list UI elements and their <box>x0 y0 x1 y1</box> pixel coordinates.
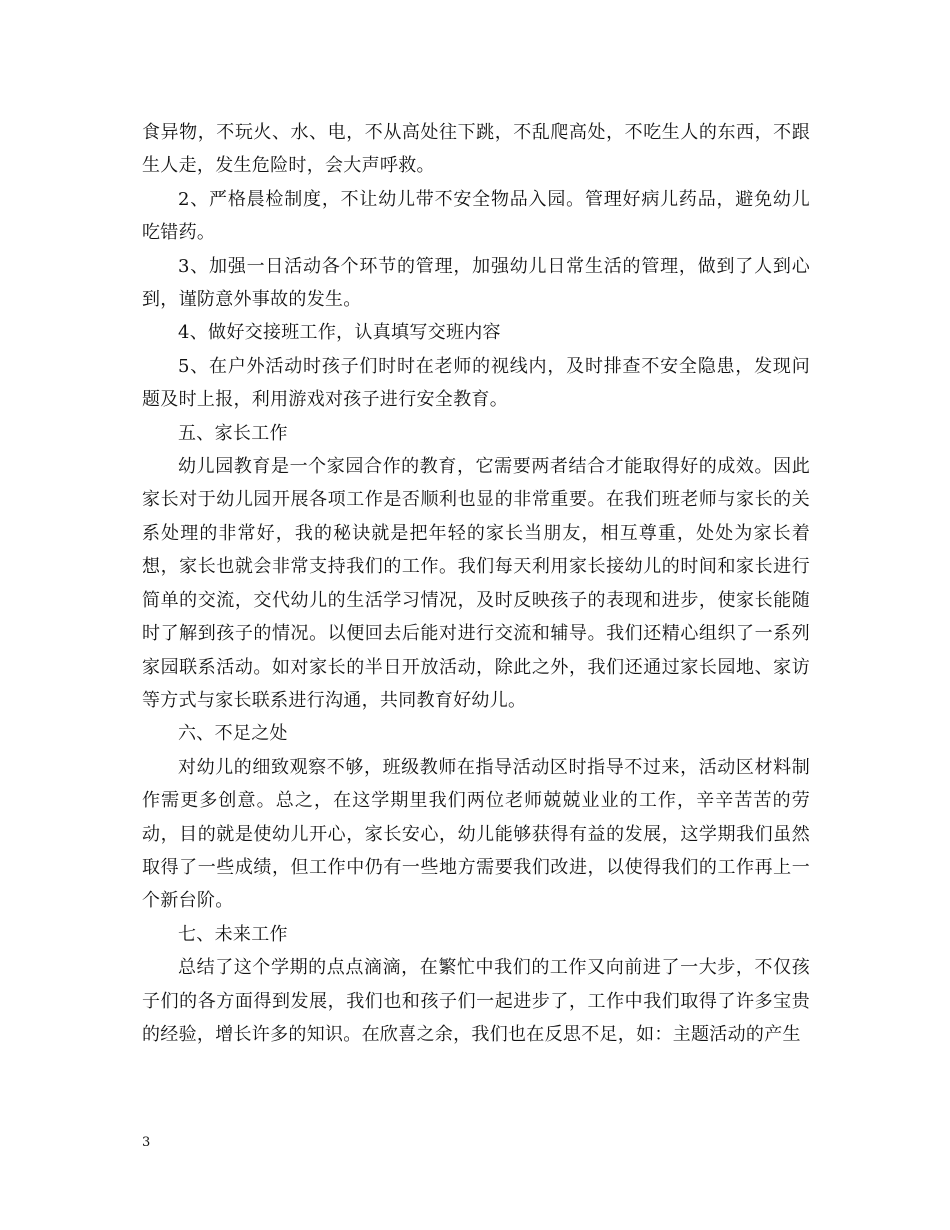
paragraph-future-work: 总结了这个学期的点点滴滴，在繁忙中我们的工作又向前进了一大步，不仅孩子们的各方面得到发展，我们也和孩子们一起进步了，工作中我们取得了许多宝贵的经验，增长许多的知识。在欣喜之余，我们也在反思不足，如：主题活动的产生 <box>142 957 810 1045</box>
section-heading-parent-work: 五、家长工作 <box>178 422 288 444</box>
paragraph-item-5-outdoor-safety: 5、在户外活动时孩子们时时在老师的视线内，及时排查不安全隐患，发现问题及时上报，利用游戏对孩子进行安全教育。 <box>142 355 810 411</box>
paragraph-item-3-daily-management: 3、加强一日活动各个环节的管理，加强幼儿日常生活的管理，做到了人到心到，谨防意外事故的发生。 <box>142 255 810 311</box>
section-heading-future-work: 七、未来工作 <box>178 923 288 945</box>
paragraph-item-4-shift-handover: 4、做好交接班工作，认真填写交班内容 <box>178 322 501 344</box>
paragraph-shortcomings: 对幼儿的细致观察不够，班级教师在指导活动区时指导不过来，活动区材料制作需更多创意。总之，在这学期里我们两位老师兢兢业业的工作，辛辛苦苦的劳动，目的就是使幼儿开心，家长安心，幼儿能够获得有益的发展，这学期我们虽然取得了一些成绩，但工作中仍有一些地方需要我们改进，以使得我们的工作再上一个新台阶。 <box>142 756 810 912</box>
paragraph-parent-work: 幼儿园教育是一个家园合作的教育，它需要两者结合才能取得好的成效。因此家长对于幼儿园开展各项工作是否顺利也显的非常重要。在我们班老师与家长的关系处理的非常好，我的秘诀就是把年轻的家长当朋友，相互尊重，处处为家长着想，家长也就会非常支持我们的工作。我们每天利用家长接幼儿的时间和家长进行简单的交流，交代幼儿的生活学习情况，及时反映孩子的表现和进步，使家长能随时了解到孩子的情况。以便回去后能对进行交流和辅导。我们还精心组织了一系列家园联系活动。如对家长的半日开放活动，除此之外，我们还通过家长园地、家访等方式与家长联系进行沟通，共同教育好幼儿。 <box>142 456 810 711</box>
section-heading-shortcomings: 六、不足之处 <box>178 723 288 745</box>
page-number: 3 <box>142 1135 151 1150</box>
paragraph-item-2-morning-check: 2、严格晨检制度，不让幼儿带不安全物品入园。管理好病儿药品，避免幼儿吃错药。 <box>142 188 810 244</box>
body-text <box>142 116 810 1051</box>
paragraph-continued-safety-list: 食异物，不玩火、水、电，不从高处往下跳，不乱爬高处，不吃生人的东西，不跟生人走，发生危险时，会大声呼救。 <box>142 122 810 177</box>
